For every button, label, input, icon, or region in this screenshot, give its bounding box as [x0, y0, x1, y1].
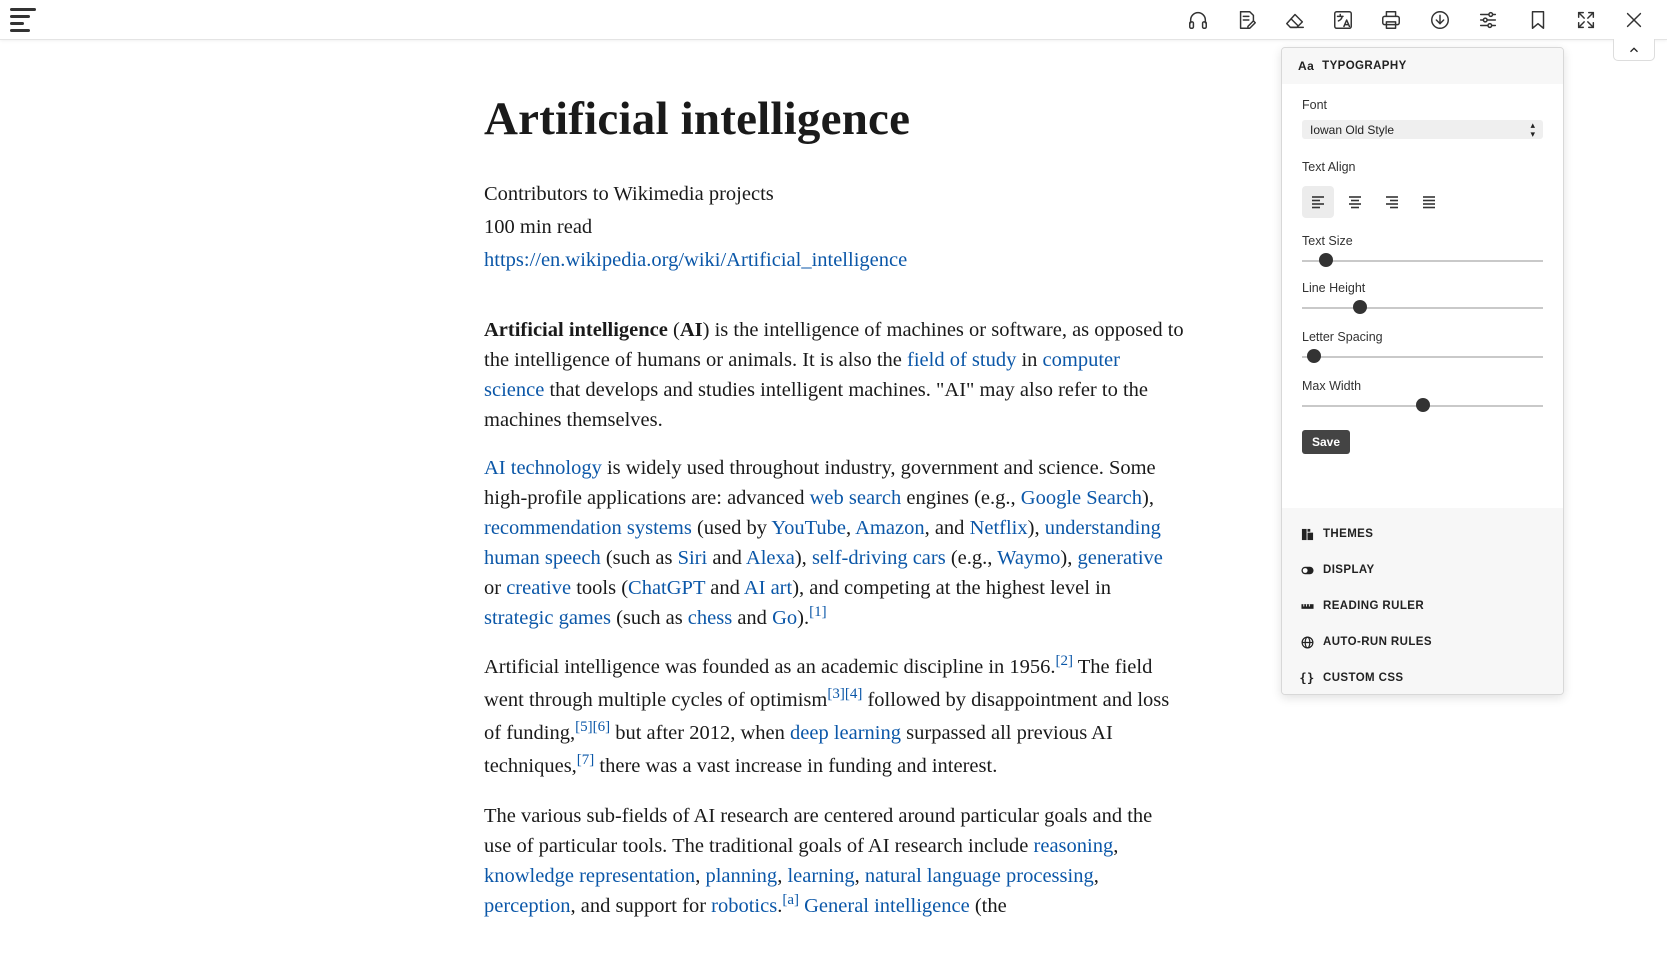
translate-icon[interactable] — [1329, 6, 1357, 34]
link-perception[interactable]: perception — [484, 895, 571, 918]
max-width-label: Max Width — [1302, 379, 1362, 393]
link-amazon[interactable]: Amazon — [855, 517, 925, 540]
link-understanding-human-speech[interactable]: understanding human speech — [484, 517, 1161, 570]
align-justify-button[interactable] — [1413, 186, 1445, 218]
link-general-intelligence[interactable]: General intelligence — [804, 895, 970, 918]
slider-thumb[interactable] — [1307, 349, 1321, 363]
article — [484, 92, 1184, 939]
citation-link[interactable]: [4] — [844, 686, 863, 703]
paragraph-2: AI technology is widely used throughout industry, government and science. Some high-profile applications are: advanced web search engines (e.g., Google Search), recommendation systems (used by YouTube, Amazon, and Netflix), understanding human speech (such as Siri and Alexa), self-driving cars (e.g., Waymo), generative or creative tools (ChatGPT and AI art), and competing at the highest level in strategic games (such as chess and Go).[1] — [484, 457, 1163, 630]
letter-spacing-label: Letter Spacing — [1302, 330, 1383, 344]
link-self-driving-cars[interactable]: self-driving cars — [811, 547, 946, 570]
typography-header[interactable] — [1282, 48, 1563, 84]
panel-sections — [1282, 508, 1563, 694]
section-label: READING RULER — [1323, 600, 1425, 612]
paragraph-3: Artificial intelligence was founded as an academic discipline in 1956.[2] The field went through multiple cycles of optimism[3][4] followed by disappointment and loss of funding,[5][6] but after 2012, when deep learning surpassed all previous AI techniques,[7] there was a vast increase in funding and interest. — [484, 653, 1170, 778]
citation-link[interactable]: [3] — [827, 686, 845, 703]
align-center-button[interactable] — [1339, 186, 1371, 218]
download-icon[interactable] — [1426, 6, 1454, 34]
citation-link[interactable]: [1] — [809, 604, 827, 621]
print-icon[interactable] — [1377, 6, 1405, 34]
collapse-panel-button[interactable] — [1613, 39, 1655, 61]
link-ai-art[interactable]: AI art — [743, 577, 793, 600]
link-deep-learning[interactable]: deep learning — [790, 722, 902, 745]
slider-thumb[interactable] — [1353, 300, 1367, 314]
font-select[interactable] — [1302, 120, 1543, 139]
section-label: AUTO-RUN RULES — [1323, 636, 1432, 648]
letter-spacing-slider[interactable] — [1302, 347, 1543, 365]
align-center-icon — [1348, 195, 1362, 209]
section-label: CUSTOM CSS — [1323, 672, 1404, 684]
link-planning[interactable]: planning — [705, 865, 778, 888]
align-right-button[interactable] — [1376, 186, 1408, 218]
citation-link[interactable]: [2] — [1055, 653, 1074, 670]
braces-icon: {} — [1299, 671, 1315, 685]
bookmark-icon[interactable] — [1524, 6, 1552, 34]
article-meta — [484, 178, 1184, 277]
link-go[interactable]: Go — [772, 607, 798, 630]
text-align-group — [1302, 186, 1543, 218]
toggle-icon — [1300, 563, 1314, 577]
palette-icon — [1300, 527, 1314, 541]
bold-text: AI — [679, 319, 703, 342]
link-learning[interactable]: learning — [787, 865, 855, 888]
section-themes[interactable] — [1282, 516, 1563, 552]
line-height-label: Line Height — [1302, 281, 1366, 295]
link-computer-science[interactable]: computer science — [484, 349, 1120, 402]
text-size-slider[interactable] — [1302, 251, 1543, 269]
slider-thumb[interactable] — [1319, 253, 1333, 267]
link-google-search[interactable]: Google Search — [1020, 487, 1143, 510]
font-select-value: Iowan Old Style — [1310, 122, 1395, 137]
section-label: THEMES — [1323, 528, 1374, 540]
align-left-button[interactable] — [1302, 186, 1334, 218]
link-siri[interactable]: Siri — [677, 547, 708, 570]
link-youtube[interactable]: YouTube — [771, 517, 846, 540]
link-chatgpt[interactable]: ChatGPT — [628, 577, 706, 600]
close-icon[interactable] — [1620, 6, 1648, 34]
fullscreen-icon[interactable] — [1572, 6, 1600, 34]
paragraph-4: The various sub-fields of AI research are centered around particular goals and the use of particular tools. The traditional goals of AI research include reasoning, knowledge representation, planning, learning, natural language processing, perception, and support for robotics.[a] General intelligence (the — [484, 805, 1153, 918]
select-caret-icon: ▴ ▾ — [1530, 119, 1535, 139]
align-left-icon — [1311, 195, 1325, 209]
slider-thumb[interactable] — [1416, 398, 1430, 412]
link-netflix[interactable]: Netflix — [969, 517, 1028, 540]
link-web-search[interactable]: web search — [809, 487, 902, 510]
link-strategic-games[interactable]: strategic games — [484, 607, 611, 630]
save-button[interactable]: Save — [1302, 430, 1350, 454]
section-custom-css[interactable] — [1282, 660, 1563, 695]
section-display[interactable] — [1282, 552, 1563, 588]
headphones-icon[interactable] — [1184, 6, 1212, 34]
link-chess[interactable]: chess — [687, 607, 733, 630]
citation-link[interactable]: [a] — [782, 892, 799, 909]
top-toolbar — [0, 0, 1667, 40]
link-creative[interactable]: creative — [506, 577, 572, 600]
page-title: Artificial intelligence — [484, 93, 911, 145]
globe-icon — [1300, 635, 1314, 649]
bold-text: Artificial intelligence — [484, 319, 668, 342]
citation-link[interactable]: [6] — [592, 719, 611, 736]
link-alexa[interactable]: Alexa — [745, 547, 795, 570]
article-source-link[interactable]: https://en.wikipedia.org/wiki/Artificial_intelligence — [484, 249, 908, 272]
link-waymo[interactable]: Waymo — [997, 547, 1061, 570]
section-label: DISPLAY — [1323, 564, 1375, 576]
article-author: Contributors to Wikimedia projects — [484, 183, 774, 206]
citation-link[interactable]: [7] — [576, 752, 595, 769]
link-robotics[interactable]: robotics — [711, 895, 778, 918]
menu-icon[interactable] — [10, 8, 36, 32]
font-size-icon: Aa — [1298, 59, 1315, 73]
article-read-time: 100 min read — [484, 216, 593, 239]
paragraph-1: Artificial intelligence (AI) is the intelligence of machines or software, as opposed to the intelligence of humans or animals. It is also the field of study in computer science that develops and studies intelligent machines. "AI" may also refer to the machines themselves. — [484, 319, 1184, 432]
section-reading-ruler[interactable] — [1282, 588, 1563, 624]
link-field-of-study[interactable]: field of study — [907, 349, 1017, 372]
link-knowledge-representation[interactable]: knowledge representation — [484, 865, 696, 888]
typography-title: TYPOGRAPHY — [1322, 60, 1407, 72]
font-label: Font — [1302, 98, 1328, 112]
citation-link[interactable]: [5] — [575, 719, 593, 736]
text-size-label: Text Size — [1302, 234, 1353, 248]
link-generative[interactable]: generative — [1077, 547, 1163, 570]
align-justify-icon — [1422, 195, 1436, 209]
link-natural-language-processing[interactable]: natural language processing — [864, 865, 1094, 888]
settings-sliders-icon[interactable] — [1474, 6, 1502, 34]
ruler-icon — [1300, 599, 1314, 613]
section-auto-run-rules[interactable] — [1282, 624, 1563, 660]
chevron-up-icon — [1627, 43, 1641, 57]
edit-note-icon[interactable] — [1233, 6, 1261, 34]
line-height-slider[interactable] — [1302, 298, 1543, 316]
max-width-slider[interactable] — [1302, 396, 1543, 414]
link-reasoning[interactable]: reasoning — [1033, 835, 1114, 858]
typography-panel — [1281, 47, 1564, 695]
link-ai-technology[interactable]: AI technology — [484, 457, 602, 480]
align-right-icon — [1385, 195, 1399, 209]
eraser-icon[interactable] — [1281, 6, 1309, 34]
text-align-label: Text Align — [1302, 160, 1356, 174]
link-recommendation-systems[interactable]: recommendation systems — [484, 517, 692, 540]
